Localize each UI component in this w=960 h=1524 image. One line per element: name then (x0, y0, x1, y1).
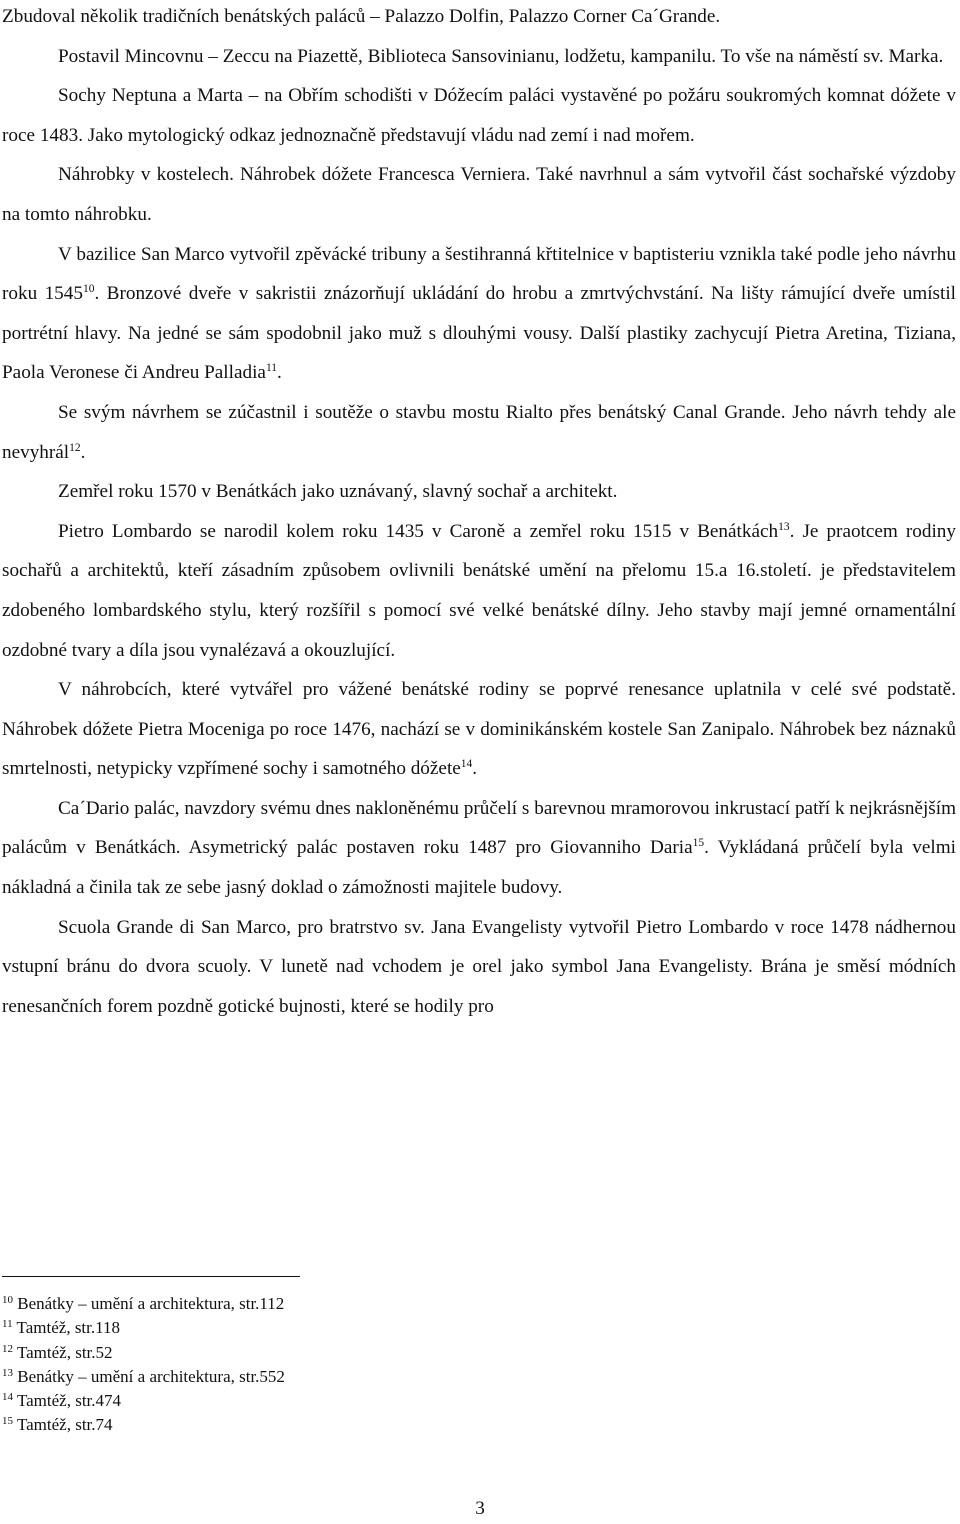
paragraph-text: Sochy Neptuna a Marta – na Obřím schodišti v Dóžecím paláci vystavěné po požáru soukromých komnat dóžete v roce 1483. Jako mytologický odkaz jednoznačně představují vládu nad zemí i nad mořem. (2, 85, 956, 146)
footnote-15 (2, 1413, 702, 1437)
paragraph-8 (2, 512, 956, 670)
footnote-13 (2, 1365, 702, 1389)
footnote-ref: 14 (460, 758, 473, 771)
paragraph-3 (2, 76, 956, 155)
paragraph-1 (2, 0, 956, 37)
footnote-text: Tamtéž, str.474 (13, 1391, 122, 1411)
paragraph-10 (2, 789, 956, 908)
paragraph-6 (2, 393, 956, 472)
footnote-number: 12 (2, 1342, 13, 1355)
footnote-number: 15 (2, 1415, 13, 1428)
paragraph-9 (2, 670, 956, 789)
footnote-number: 11 (2, 1318, 13, 1331)
paragraph-5 (2, 235, 956, 393)
paragraph-7 (2, 472, 956, 512)
footnote-ref: 12 (69, 441, 81, 454)
footnote-number: 14 (2, 1391, 13, 1404)
footnotes (2, 1292, 702, 1438)
paragraph-text: . (277, 362, 282, 384)
paragraph-text: . (80, 441, 86, 463)
footnote-number: 10 (2, 1294, 13, 1306)
paragraph-2 (2, 37, 956, 77)
footnote-10 (2, 1292, 702, 1316)
footnote-number: 13 (2, 1366, 13, 1379)
page-number: 3 (475, 1498, 485, 1519)
paragraph-text: Scuola Grande di San Marco, pro bratrstvo sv. Jana Evangelisty vytvořil Pietro Lombardo v roce 1478 nádhernou vstupní bránu do dvora scuoly. V lunetě nad vchodem je orel jako symbol Jana Evangelisty. Brána je směsí módních renesančních forem pozdně gotické bujnosti, které se hodily pro (2, 916, 956, 1017)
footnote-text: Benátky – umění a architektura, str.552 (13, 1366, 285, 1386)
paragraph-11 (2, 908, 956, 1027)
paragraph-4 (2, 155, 956, 234)
paragraph-text: . Vykládaná průčelí byla velmi nákladná a činila tak ze sebe jasný doklad o zámožnosti majitele budovy. (2, 837, 956, 899)
footnote-11 (2, 1316, 702, 1340)
footnote-ref: 10 (82, 283, 95, 296)
paragraph-text: . Bronzové dveře v sakristii znázorňují ukládání do hrobu a zmrtvýchvstání. Na lišty rámující dveře umístil portrétní hlavy. Na jedné se sám spodobnil jako muž s dlouhými vousy. Další plastiky zachycují Pietra Aretina, Tiziana, Paola Veronese či Andreu Palladia (2, 283, 957, 384)
footnote-14 (2, 1389, 702, 1413)
footnote-text: Tamtéž, str.118 (12, 1318, 120, 1338)
paragraph-text: Postavil Mincovnu – Zeccu na Piazettě, Biblioteca Sansovinianu, lodžetu, kampanilu. To vše na náměstí sv. Marka. (58, 45, 944, 67)
footnote-12 (2, 1341, 702, 1365)
paragraph-text: . (472, 758, 478, 780)
footnote-text: Tamtéž, str.74 (13, 1415, 113, 1435)
paragraph-text: Pietro Lombardo se narodil kolem roku 1435 v Caroně a zemřel roku 1515 v Benátkách (58, 520, 779, 542)
paragraph-text: V bazilice San Marco vytvořil zpěvácké tribuny a šestihranná křtitelnice v baptisteriu vznikla také podle jeho návrhu roku 1545 (2, 243, 956, 305)
paragraph-text: Zemřel roku 1570 v Benátkách jako uznávaný, slavný sochař a architekt. (58, 481, 618, 503)
footnote-separator (2, 1276, 300, 1277)
paragraph-text: Zbudoval několik tradičních benátských paláců – Palazzo Dolfin, Palazzo Corner Ca´Grande. (2, 6, 721, 27)
footnote-text: Tamtéž, str.52 (13, 1342, 113, 1362)
paragraph-text: Ca´Dario palác, navzdory svému dnes nakloněnému průčelí s barevnou mramorovou inkrustací patří k nejkrásnějším palácům v Benátkách. Asymetrický palác postaven roku 1487 pro Giovanniho Daria (2, 797, 956, 859)
paragraph-text: Se svým návrhem se zúčastnil i soutěže o stavbu mostu Rialto přes benátský Canal Grande. Jeho návrh tehdy ale nevyhrál (2, 401, 956, 463)
footnote-ref: 11 (265, 362, 278, 375)
footnote-text: Benátky – umění a architektura, str.112 (13, 1294, 285, 1313)
paragraph-text: V náhrobcích, které vytvářel pro vážené benátské rodiny se poprvé renesance uplatnila v celé své podstatě. Náhrobek dóžete Pietra Moceniga po roce 1476, nachází se v dominikánském kostele San Zanipalo. Náhrobek bez náznaků smrtelnosti, netypicky vzpřímené sochy i samotného dóžete (2, 679, 956, 780)
paragraph-text: . Je praotcem rodiny sochařů a architektů, kteří zásadním způsobem ovlivnili benátské umění na přelomu 15.a 16.století. je představitelem zdobeného lombardského stylu, který rozšířil s pomocí své velké benátské dílny. Jeho stavby mají jemné ornamentální ozdobné tvary a díla jsou vynalézavá a okouzlující. (2, 520, 956, 661)
body-text (2, 0, 956, 1026)
footnote-ref: 15 (692, 837, 705, 850)
paragraph-text: Náhrobky v kostelech. Náhrobek dóžete Francesca Verniera. Také navrhnul a sám vytvořil část sochařské výzdoby na tomto náhrobku. (2, 164, 956, 225)
footnote-ref: 13 (778, 520, 790, 533)
